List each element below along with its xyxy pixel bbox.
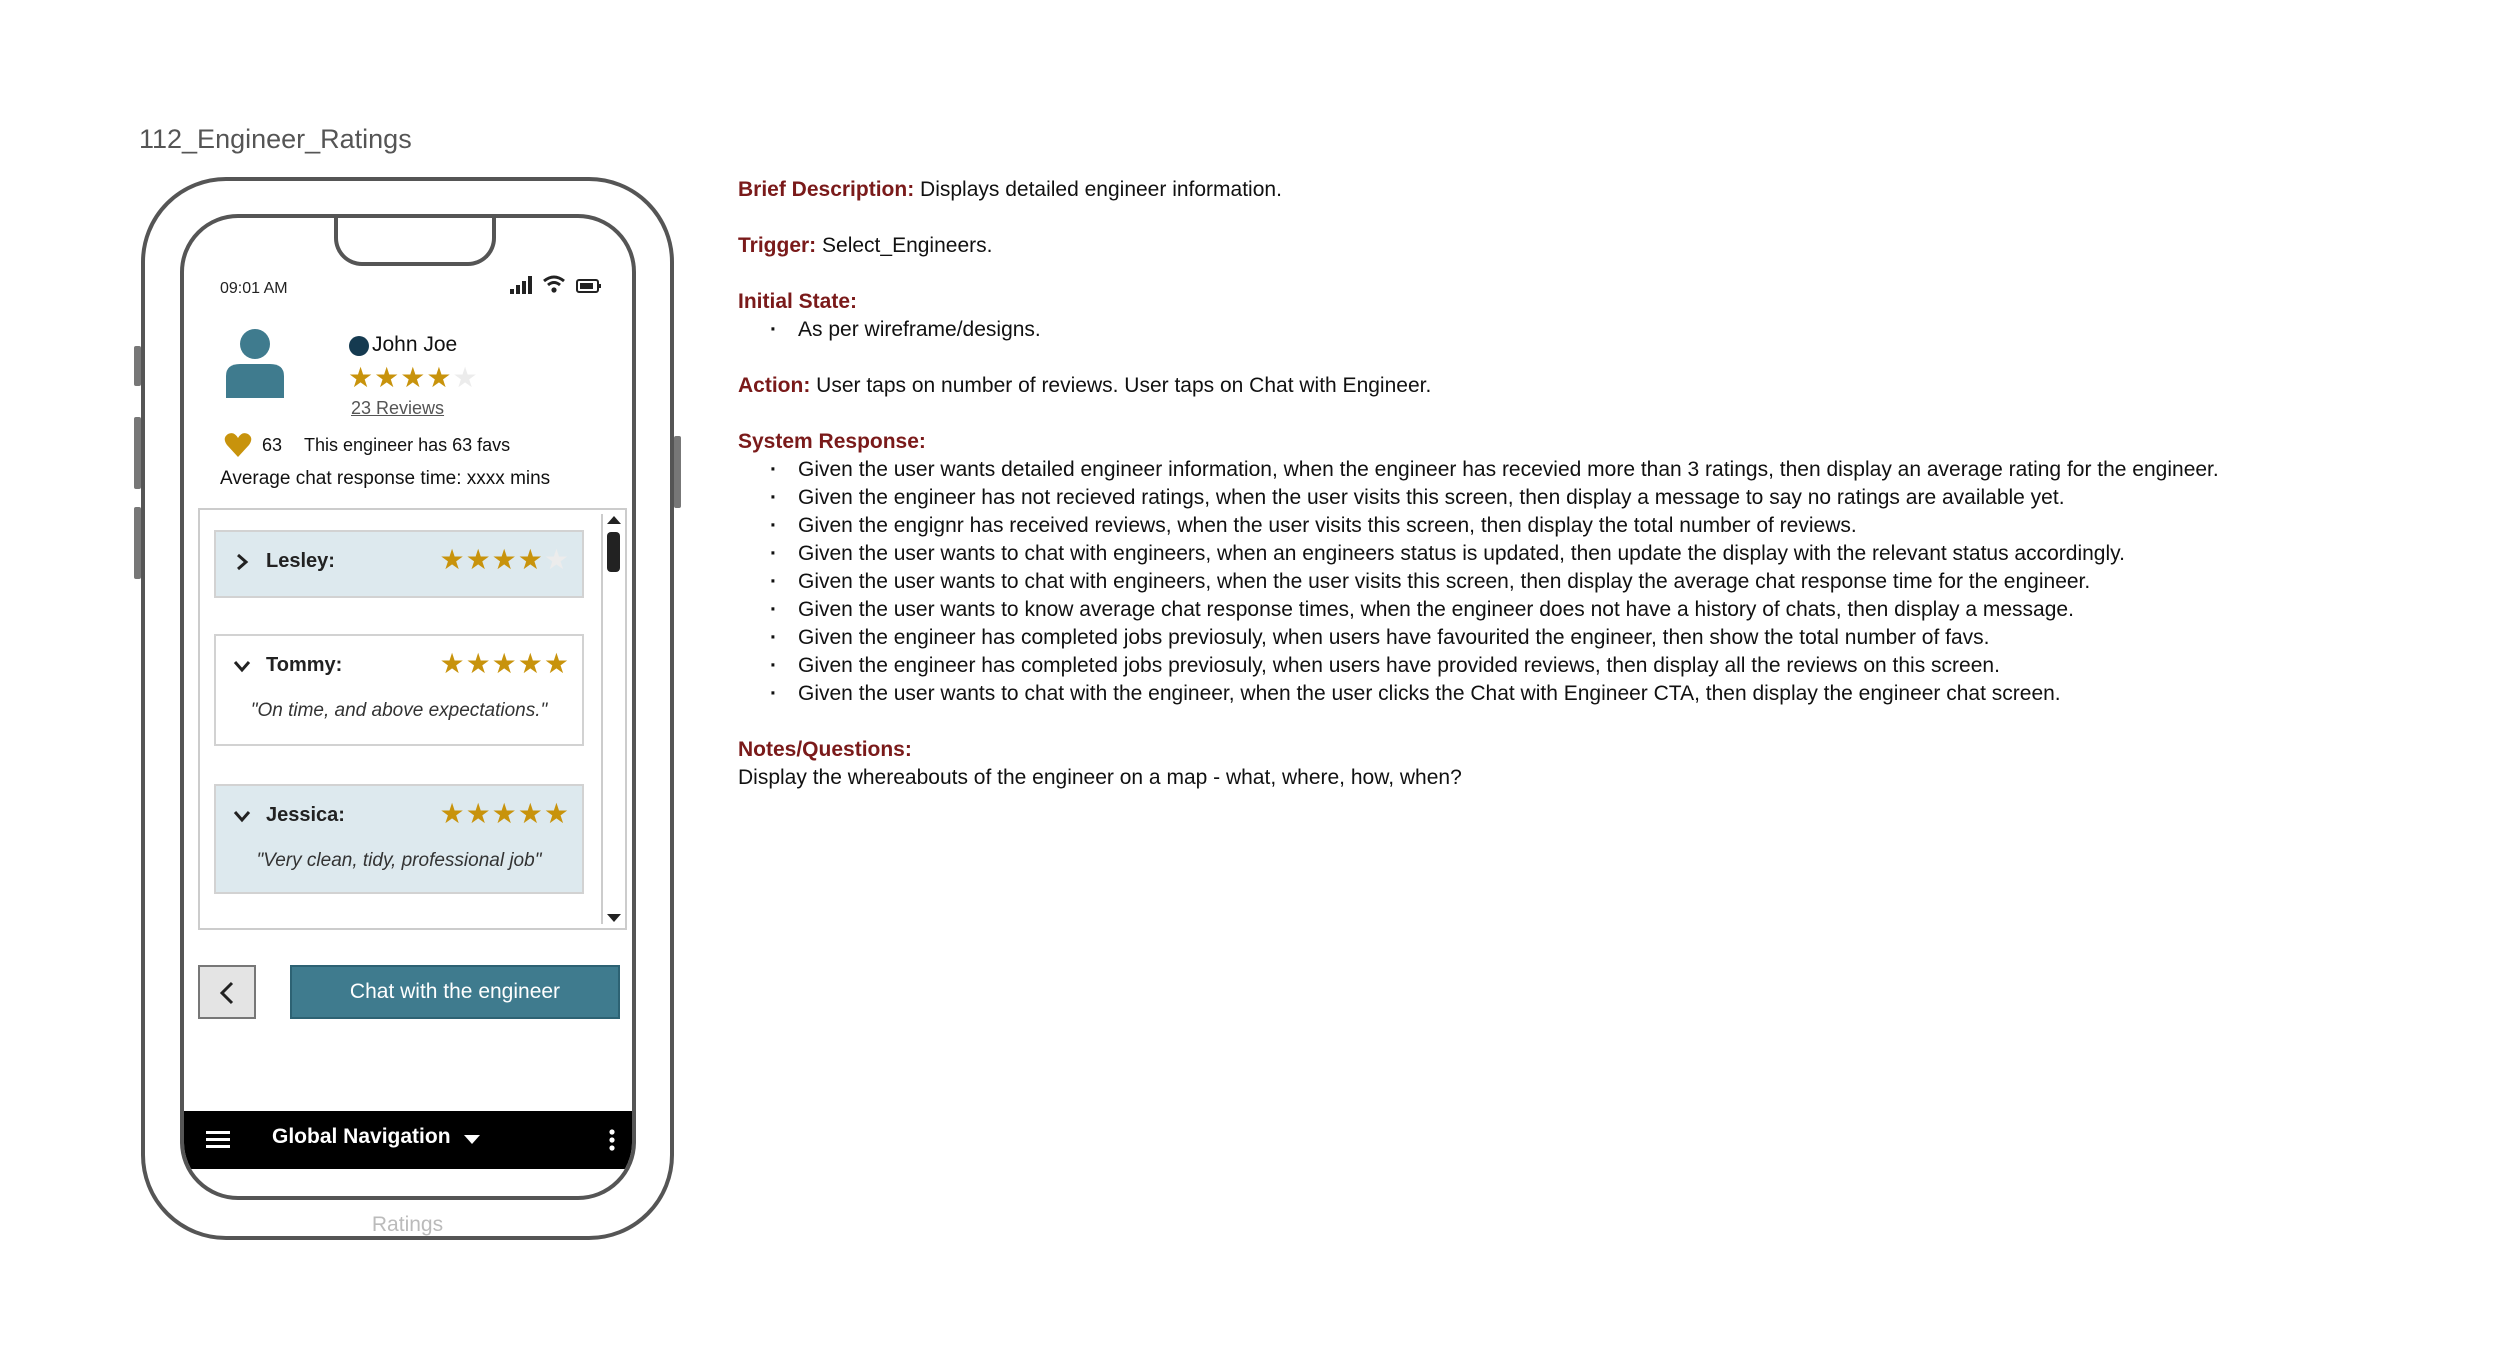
favs-row [224, 432, 510, 458]
star-empty-icon: ★ [543, 544, 570, 575]
star-empty-icon: ★ [452, 362, 479, 393]
star-filled-icon: ★ [439, 648, 466, 679]
brief-description [738, 176, 2378, 204]
caret-down-icon[interactable] [464, 1135, 480, 1144]
trigger-text: Select_Engineers. [816, 234, 993, 257]
system-response-item: · Given the engignr has received reviews, when the user visits this screen, then display the total number of reviews. [738, 512, 2378, 540]
chevron-down-icon [232, 656, 252, 676]
initial-state [738, 288, 2378, 344]
initial-state-item: · As per wireframe/designs. [738, 316, 2378, 344]
phone-frame [141, 177, 674, 1240]
star-filled-icon: ★ [517, 544, 544, 575]
star-filled-icon: ★ [491, 798, 518, 829]
trigger [738, 232, 2378, 260]
scroll-thumb[interactable] [607, 532, 620, 572]
scroll-down-arrow-icon[interactable] [607, 914, 621, 922]
scroll-up-arrow-icon[interactable] [607, 516, 621, 524]
action-text: User taps on number of reviews. User taps on Chat with Engineer. [810, 374, 1432, 397]
page-title: 112_Engineer_Ratings [139, 124, 412, 154]
reviews-count-link[interactable]: 23 Reviews [351, 398, 445, 418]
more-vertical-icon[interactable] [608, 1127, 616, 1153]
system-response-item: · Given the engineer has not recieved ratings, when the user visits this screen, then display a message to say no ratings are available yet. [738, 484, 2378, 512]
online-status-indicator [349, 336, 369, 356]
initial-state-label: Initial State: [738, 290, 858, 313]
review-item[interactable] [214, 530, 584, 598]
chevron-left-icon [216, 980, 240, 1006]
signal-icon [510, 274, 532, 294]
reviewer-name: Lesley: [266, 550, 335, 572]
star-filled-icon: ★ [543, 648, 570, 679]
system-response-item: · Given the engineer has completed jobs previosuly, when users have provided reviews, then display all the reviews on this screen. [738, 652, 2378, 680]
phone-caption: Ratings [371, 1213, 444, 1236]
review-list-scrollbar[interactable] [601, 514, 621, 924]
system-response [738, 428, 2378, 708]
engineer-name: John Joe [372, 333, 458, 356]
star-filled-icon: ★ [439, 544, 466, 575]
engineer-rating [348, 364, 479, 392]
review-quote: "Very clean, tidy, professional job" [256, 850, 542, 871]
notes-text: Display the whereabouts of the engineer on a map - what, where, how, when? [738, 766, 1462, 789]
system-response-item: · Given the user wants to chat with engineers, when an engineers status is updated, then update the display with the relevant status accordingly. [738, 540, 2378, 568]
star-filled-icon: ★ [517, 798, 544, 829]
review-list [198, 508, 627, 930]
reviewer-name: Jessica: [266, 804, 345, 826]
reviewer-name: Tommy: [266, 654, 343, 676]
star-filled-icon: ★ [491, 544, 518, 575]
status-bar-icons [510, 274, 602, 294]
review-rating [439, 546, 570, 574]
system-response-item: · Given the user wants to chat with the engineer, when the user clicks the Chat with Engineer CTA, then display the engineer chat screen. [738, 680, 2378, 708]
phone-side-button [134, 507, 141, 579]
star-filled-icon: ★ [426, 362, 453, 393]
chevron-right-icon [232, 552, 252, 572]
avatar [224, 328, 286, 398]
spec-panel [738, 176, 2378, 820]
chevron-down-icon [232, 806, 252, 826]
star-filled-icon: ★ [543, 798, 570, 829]
phone-screen [180, 214, 636, 1200]
phone-notch [334, 214, 496, 266]
system-response-item: · Given the user wants detailed engineer information, when the engineer has recevied more than 3 ratings, then display an average rating for the engineer. [738, 456, 2378, 484]
review-item[interactable] [214, 634, 584, 746]
action-label: Action: [738, 374, 811, 397]
system-response-item: · Given the user wants to chat with engineers, when the user visits this screen, then display the average chat response time for the engineer. [738, 568, 2378, 596]
system-response-item: · Given the user wants to know average chat response times, when the engineer does not have a history of chats, then display a message. [738, 596, 2378, 624]
hamburger-menu-icon[interactable] [206, 1129, 230, 1151]
star-filled-icon: ★ [465, 544, 492, 575]
trigger-label: Trigger: [738, 234, 817, 257]
star-filled-icon: ★ [374, 362, 401, 393]
brief-label: Brief Description: [738, 178, 915, 201]
review-item[interactable] [214, 784, 584, 894]
chat-with-engineer-button[interactable]: Chat with the engineer [290, 965, 620, 1019]
review-quote: "On time, and above expectations." [250, 700, 548, 721]
star-filled-icon: ★ [465, 648, 492, 679]
status-time: 09:01 AM [220, 280, 288, 297]
back-button[interactable] [198, 965, 256, 1019]
chat-response-time: Average chat response time: xxxx mins [220, 468, 551, 489]
system-response-item: · Given the engineer has completed jobs previosuly, when users have favourited the engineer, then show the total number of favs. [738, 624, 2378, 652]
review-rating [439, 650, 570, 678]
notes-label: Notes/Questions: [738, 738, 912, 761]
star-filled-icon: ★ [439, 798, 466, 829]
heart-icon [224, 432, 252, 458]
star-filled-icon: ★ [348, 362, 375, 393]
system-response-label: System Response: [738, 430, 926, 453]
star-filled-icon: ★ [400, 362, 427, 393]
action [738, 372, 2378, 400]
battery-icon [576, 278, 602, 294]
global-navigation-bar [184, 1111, 636, 1169]
fav-text: This engineer has 63 favs [304, 434, 511, 455]
global-navigation-dropdown[interactable]: Global Navigation [272, 1125, 451, 1148]
phone-side-button [674, 436, 681, 508]
star-filled-icon: ★ [491, 648, 518, 679]
wifi-icon [542, 274, 566, 294]
fav-count: 63 [262, 434, 283, 455]
brief-text: Displays detailed engineer information. [914, 178, 1282, 201]
notes-questions [738, 736, 2378, 792]
star-filled-icon: ★ [517, 648, 544, 679]
phone-side-button [134, 346, 141, 386]
review-rating [439, 800, 570, 828]
star-filled-icon: ★ [465, 798, 492, 829]
phone-side-button [134, 417, 141, 489]
